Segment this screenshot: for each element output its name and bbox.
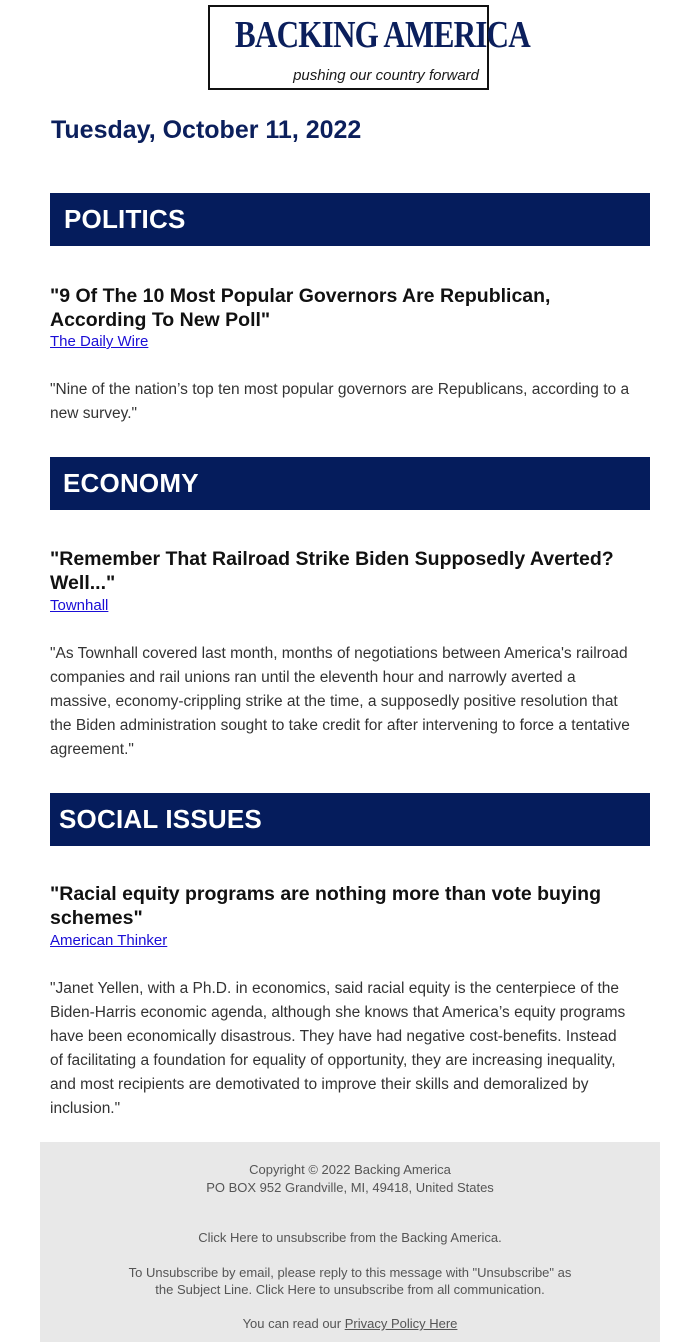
headline-line: schemes" bbox=[50, 907, 143, 929]
excerpt-line: and most recipients are demotivated to improve their skills and demoralized by bbox=[50, 1076, 589, 1093]
masthead-logo bbox=[208, 5, 530, 90]
excerpt-line: inclusion." bbox=[50, 1100, 121, 1117]
article-excerpt bbox=[50, 977, 652, 1121]
email-unsubscribe-text: To Unsubscribe by email, please reply to this message with "Unsubscribe" as bbox=[128, 1265, 572, 1280]
article-source-link[interactable]: American Thinker bbox=[50, 932, 168, 949]
headline-line: According To New Poll" bbox=[50, 309, 271, 331]
headline-line: "Racial equity programs are nothing more than vote buying bbox=[50, 883, 601, 905]
headline-line: "9 Of The 10 Most Popular Governors Are Republican, bbox=[50, 285, 551, 307]
privacy-line bbox=[40, 1316, 660, 1331]
excerpt-line: the Biden administration sought to take credit for after intervening to force a tentative bbox=[50, 717, 630, 734]
mailing-address: PO BOX 952 Grandville, MI, 49418, United States bbox=[206, 1180, 494, 1195]
excerpt-line: "As Townhall covered last month, months of negotiations between America's railroad bbox=[50, 645, 628, 662]
article-source-link[interactable]: The Daily Wire bbox=[50, 333, 149, 350]
article-excerpt bbox=[50, 642, 652, 762]
excerpt-line: "Nine of the nation’s top ten most popular governors are Republicans, according to a bbox=[50, 381, 630, 398]
issue-date: Tuesday, October 11, 2022 bbox=[51, 116, 362, 144]
brand-tagline: pushing our country forward bbox=[293, 67, 479, 84]
section-header-politics bbox=[50, 193, 650, 246]
privacy-policy-link[interactable]: Privacy Policy Here bbox=[344, 1316, 458, 1331]
article-headline bbox=[50, 882, 650, 930]
headline-line: Well..." bbox=[50, 572, 116, 594]
article-source-link[interactable]: Townhall bbox=[50, 597, 109, 614]
section-header-social-issues bbox=[50, 793, 650, 846]
article-headline bbox=[50, 284, 650, 332]
excerpt-line: of facilitating a foundation for equality of opportunity, they are increasing inequality, bbox=[50, 1052, 616, 1069]
section-title: SOCIAL ISSUES bbox=[59, 804, 262, 834]
article-headline bbox=[50, 547, 650, 595]
unsubscribe-link[interactable]: Click Here to unsubscribe from the Backing America. bbox=[198, 1230, 502, 1245]
article-excerpt bbox=[50, 378, 652, 426]
newsletter-footer bbox=[40, 1142, 660, 1342]
privacy-prefix: You can read our bbox=[242, 1316, 345, 1331]
section-header-economy bbox=[50, 457, 650, 510]
excerpt-line: new survey." bbox=[50, 405, 138, 422]
section-title: ECONOMY bbox=[63, 468, 199, 498]
excerpt-line: Biden-Harris economic agenda, although she knows that America’s equity programs bbox=[50, 1004, 626, 1021]
copyright-text: Copyright © 2022 Backing America bbox=[249, 1162, 451, 1177]
headline-line: "Remember That Railroad Strike Biden Supposedly Averted? bbox=[50, 548, 614, 570]
excerpt-line: massive, economy-crippling strike at the time, a supposedly positive resolution that bbox=[50, 693, 618, 710]
unsubscribe-all-link[interactable]: the Subject Line. Click Here to unsubscribe from all communication. bbox=[155, 1282, 545, 1297]
section-title: POLITICS bbox=[64, 204, 186, 234]
excerpt-line: "Janet Yellen, with a Ph.D. in economics, said racial equity is the centerpiece of the bbox=[50, 980, 619, 997]
brand-name: BACKING AMERICA bbox=[234, 14, 530, 56]
excerpt-line: have been economically disastrous. They have had negative cost-benefits. Instead bbox=[50, 1028, 617, 1045]
excerpt-line: agreement." bbox=[50, 741, 134, 758]
excerpt-line: companies and rail unions ran until the eleventh hour and narrowly averted a bbox=[50, 669, 576, 686]
